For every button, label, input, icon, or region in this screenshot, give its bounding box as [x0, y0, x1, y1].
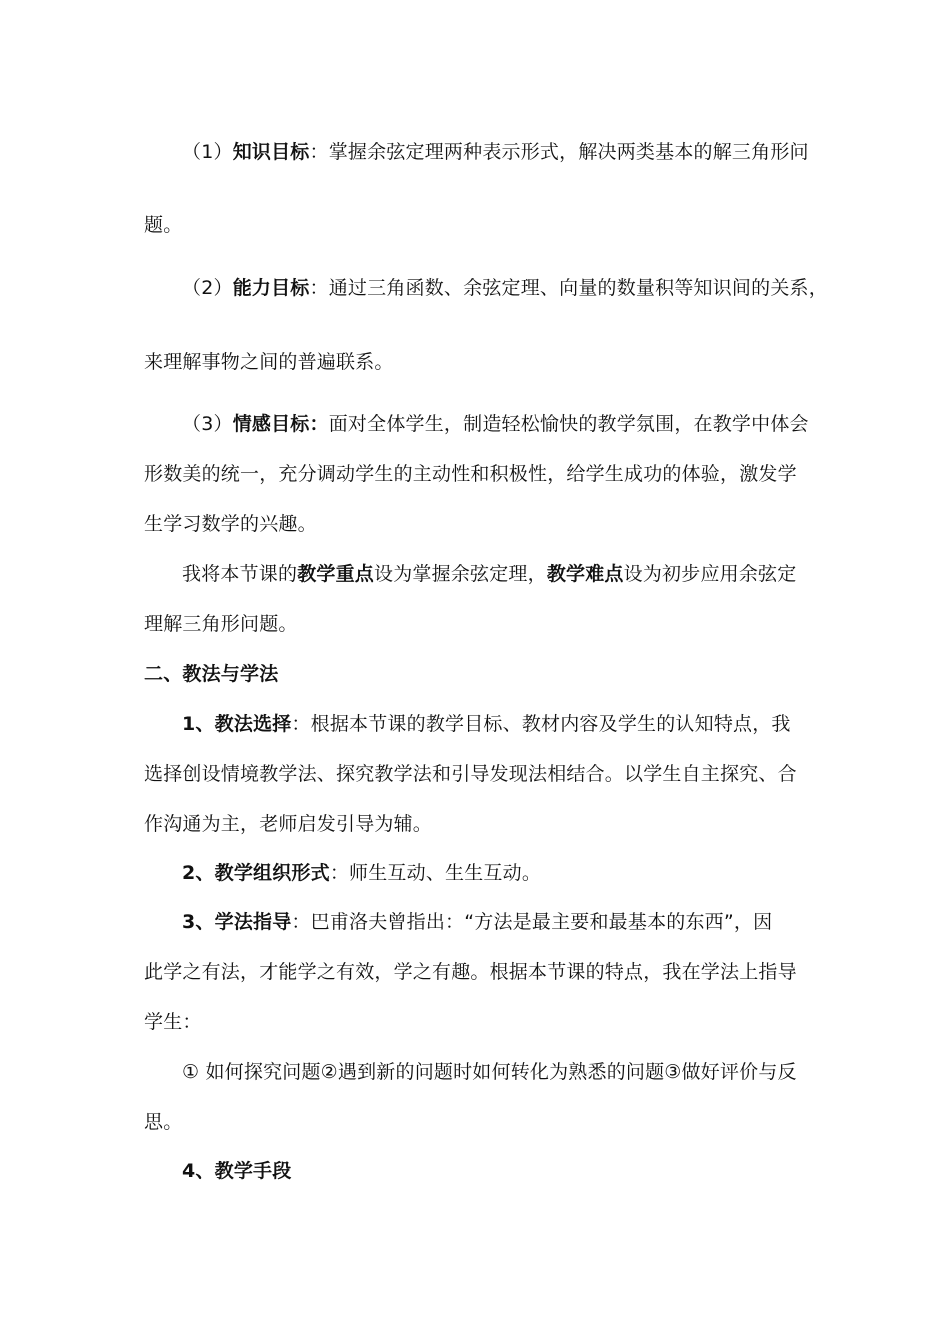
- emotion-goal-number: （3）: [182, 413, 233, 435]
- key-points-text-1: 我将本节课的: [182, 563, 298, 585]
- teaching-method-continuation-2: 作沟通为主，老师启发引导为辅。: [144, 813, 433, 835]
- teaching-means-heading: 4、教学手段: [182, 1160, 292, 1182]
- teaching-method-line: [182, 712, 791, 736]
- key-points-text-2: 设为掌握余弦定理，: [374, 563, 547, 585]
- ability-goal-line: [182, 276, 828, 300]
- emotion-goal-line: [182, 412, 809, 436]
- knowledge-goal-number: （1）: [182, 141, 233, 163]
- teaching-method-title: 1、教法选择: [182, 713, 292, 735]
- ability-goal-number: （2）: [182, 277, 233, 299]
- organization-form-line: [182, 861, 541, 885]
- emotion-goal-title: 情感目标：: [232, 413, 329, 435]
- key-points-text-3: 设为初步应用余弦定: [623, 563, 797, 585]
- knowledge-goal-line: [182, 140, 809, 164]
- ability-goal-continuation: 来理解事物之间的普遍联系。: [144, 351, 394, 373]
- key-point-label: 教学重点: [297, 563, 375, 585]
- key-points-line: [182, 562, 796, 586]
- knowledge-goal-title: 知识目标: [232, 141, 310, 163]
- knowledge-goal-continuation: 题。: [144, 214, 183, 236]
- ability-goal-title: 能力目标: [232, 277, 310, 299]
- study-guidance-continuation-1: 此学之有法，才能学之有效，学之有趣。根据本节课的特点，我在学法上指导: [144, 961, 797, 983]
- emotion-goal-text: 面对全体学生，制造轻松愉快的教学氛围，在教学中体会: [328, 413, 809, 435]
- teaching-method-text: ：根据本节课的教学目标、教材内容及学生的认知特点，我: [291, 713, 791, 735]
- study-guidance-title: 3、学法指导: [182, 911, 292, 933]
- study-guidance-line: [182, 910, 772, 934]
- emotion-goal-continuation-2: 生学习数学的兴趣。: [144, 513, 317, 535]
- section-heading: 二、教法与学法: [144, 663, 279, 685]
- key-points-continuation: 理解三角形问题。: [144, 613, 298, 635]
- emotion-goal-continuation-1: 形数美的统一，充分调动学生的主动性和积极性，给学生成功的体验，激发学: [144, 463, 797, 485]
- organization-form-text: ：师生互动、生生互动。: [329, 862, 542, 884]
- teaching-method-continuation-1: 选择创设情境教学法、探究教学法和引导发现法相结合。以学生自主探究、合: [144, 763, 797, 785]
- study-guidance-text: ：巴甫洛夫曾指出：“方法是最主要和最基本的东西”，因: [291, 911, 773, 933]
- knowledge-goal-text: ：掌握余弦定理两种表示形式，解决两类基本的解三角形问: [309, 141, 809, 163]
- ability-goal-text: ：通过三角函数、余弦定理、向量的数量积等知识间的关系，: [309, 277, 828, 299]
- difficulty-label: 教学难点: [546, 563, 624, 585]
- study-guidance-continuation-2: 学生：: [144, 1011, 202, 1033]
- study-guidance-list: ① 如何探究问题②遇到新的问题时如何转化为熟悉的问题③做好评价与反: [182, 1061, 797, 1083]
- study-guidance-list-continuation: 思。: [144, 1111, 183, 1133]
- organization-form-title: 2、教学组织形式: [182, 862, 330, 884]
